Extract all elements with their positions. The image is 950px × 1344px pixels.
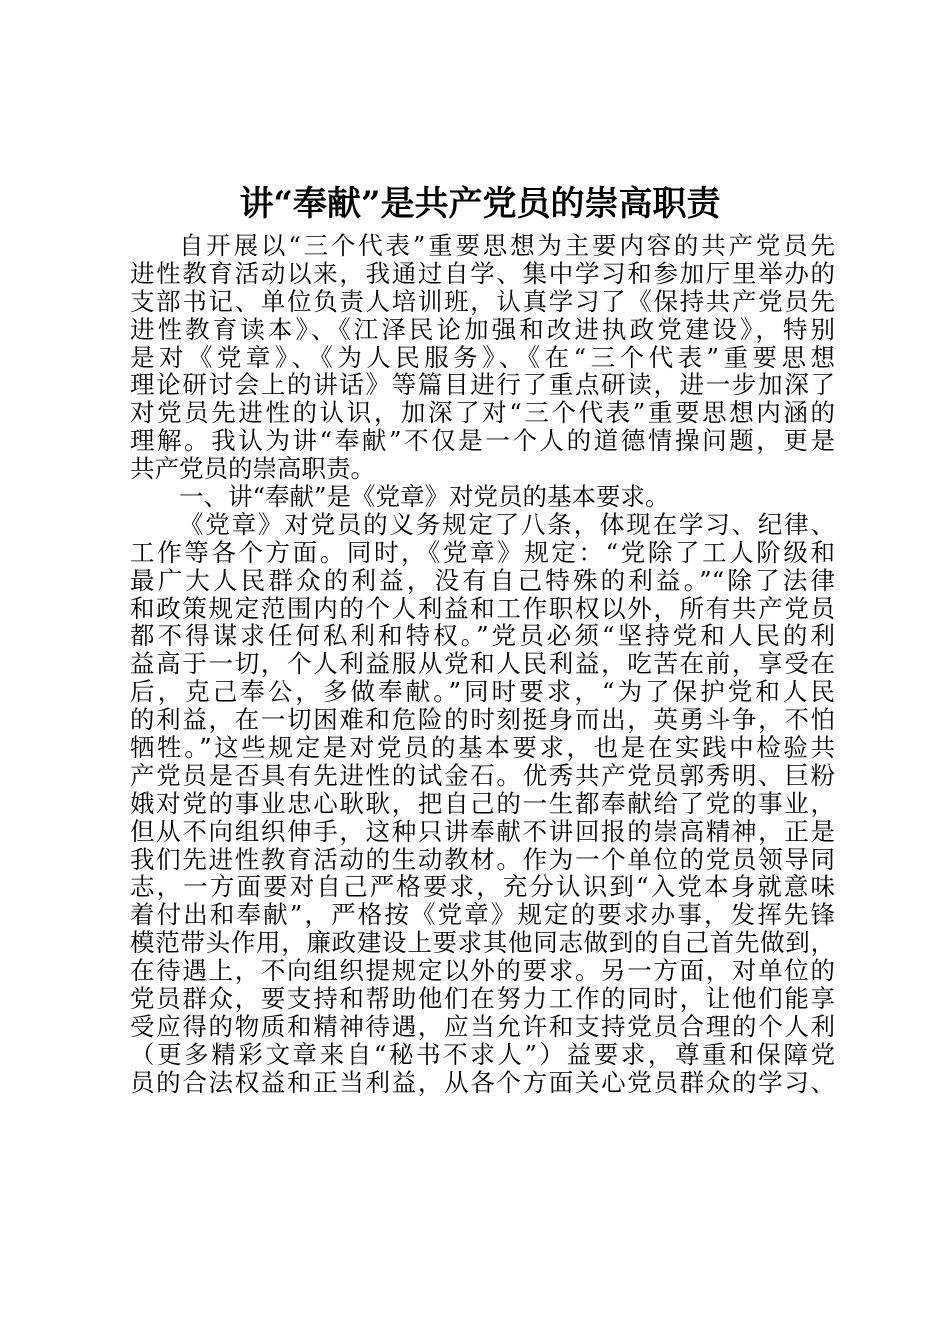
text-line: 理论研讨会上的讲话》等篇目进行了重点研读，进一步加深了 [130,371,835,400]
text-line: 都不得谋求任何私利和特权。”党员必须“坚持党和人民的利 [130,622,835,651]
text-line: 但从不向组织伸手，这种只讲奉献不讲回报的崇高精神，正是 [130,817,835,846]
text-line: 《党章》对党员的义务规定了八条，体现在学习、纪律、 [179,510,835,539]
text-line: 牺牲。”这些规定是对党员的基本要求，也是在实践中检验共 [130,734,835,762]
text-line: 娥对党的事业忠心耿耿，把自己的一生都奉献给了党的事业， [130,789,835,818]
document-title: 讲“奉献”是共产党员的崇高职责 [239,184,721,224]
text-line: 产党员是否具有先进性的试金石。优秀共产党员郭秀明、巨粉 [130,761,835,790]
text-line: 我们先进性教育活动的生动教材。作为一个单位的党员领导同 [130,845,835,874]
text-line: 后，克己奉公，多做奉献。”同时要求，“为了保护党和人民 [130,678,835,707]
text-line: 着付出和奉献”，严格按《党章》规定的要求办事，发挥先锋 [130,901,835,930]
text-line: 受应得的物质和精神待遇，应当允许和支持党员合理的个人利 [130,1012,835,1041]
text-line: 对党员先进性的认识，加深了对“三个代表”重要思想内涵的 [130,399,835,428]
text-line: 党员群众，要支持和帮助他们在努力工作的同时，让他们能享 [130,985,835,1013]
text-line: 的利益，在一切困难和危险的时刻挺身而出，英勇斗争，不怕 [130,706,835,735]
text-line: 志，一方面要对自己严格要求，充分认识到“入党本身就意味 [130,873,835,902]
text-line: 自开展以“三个代表”重要思想为主要内容的共产党员先 [179,232,835,260]
text-line: 益高于一切，个人利益服从党和人民利益，吃苦在前，享受在 [130,650,835,679]
text-line: 和政策规定范围内的个人利益和工作职权以外，所有共产党员 [130,594,835,623]
text-line: 最广大人民群众的利益，没有自己特殊的利益。”“除了法律 [130,566,835,595]
text-line: 进性教育读本》、《江泽民论加强和改进执政党建设》，特别 [130,315,835,344]
text-line: 模范带头作用，廉政建设上要求其他同志做到的自己首先做到， [130,929,835,958]
text-line: 一、讲“奉献”是《党章》对党员的基本要求。 [179,483,670,511]
text-line: 理解。我认为讲“奉献”不仅是一个人的道德情操问题，更是 [130,427,835,456]
text-line: 共产党员的崇高职责。 [130,455,375,484]
text-line: （更多精彩文章来自“秘书不求人”）益要求，尊重和保障党 [130,1040,835,1069]
text-line: 员的合法权益和正当利益，从各个方面关心党员群众的学习、 [130,1068,835,1097]
text-line: 是对《党章》、《为人民服务》、《在“三个代表”重要思想 [130,343,835,372]
text-line: 支部书记、单位负责人培训班，认真学习了《保持共产党员先 [130,287,835,316]
text-line: 工作等各个方面。同时，《党章》规定：“党除了工人阶级和 [130,538,835,567]
document-body [130,232,835,1097]
text-line: 进性教育活动以来，我通过自学、集中学习和参加厅里举办的 [130,259,835,288]
text-line: 在待遇上，不向组织提规定以外的要求。另一方面，对单位的 [130,957,835,986]
